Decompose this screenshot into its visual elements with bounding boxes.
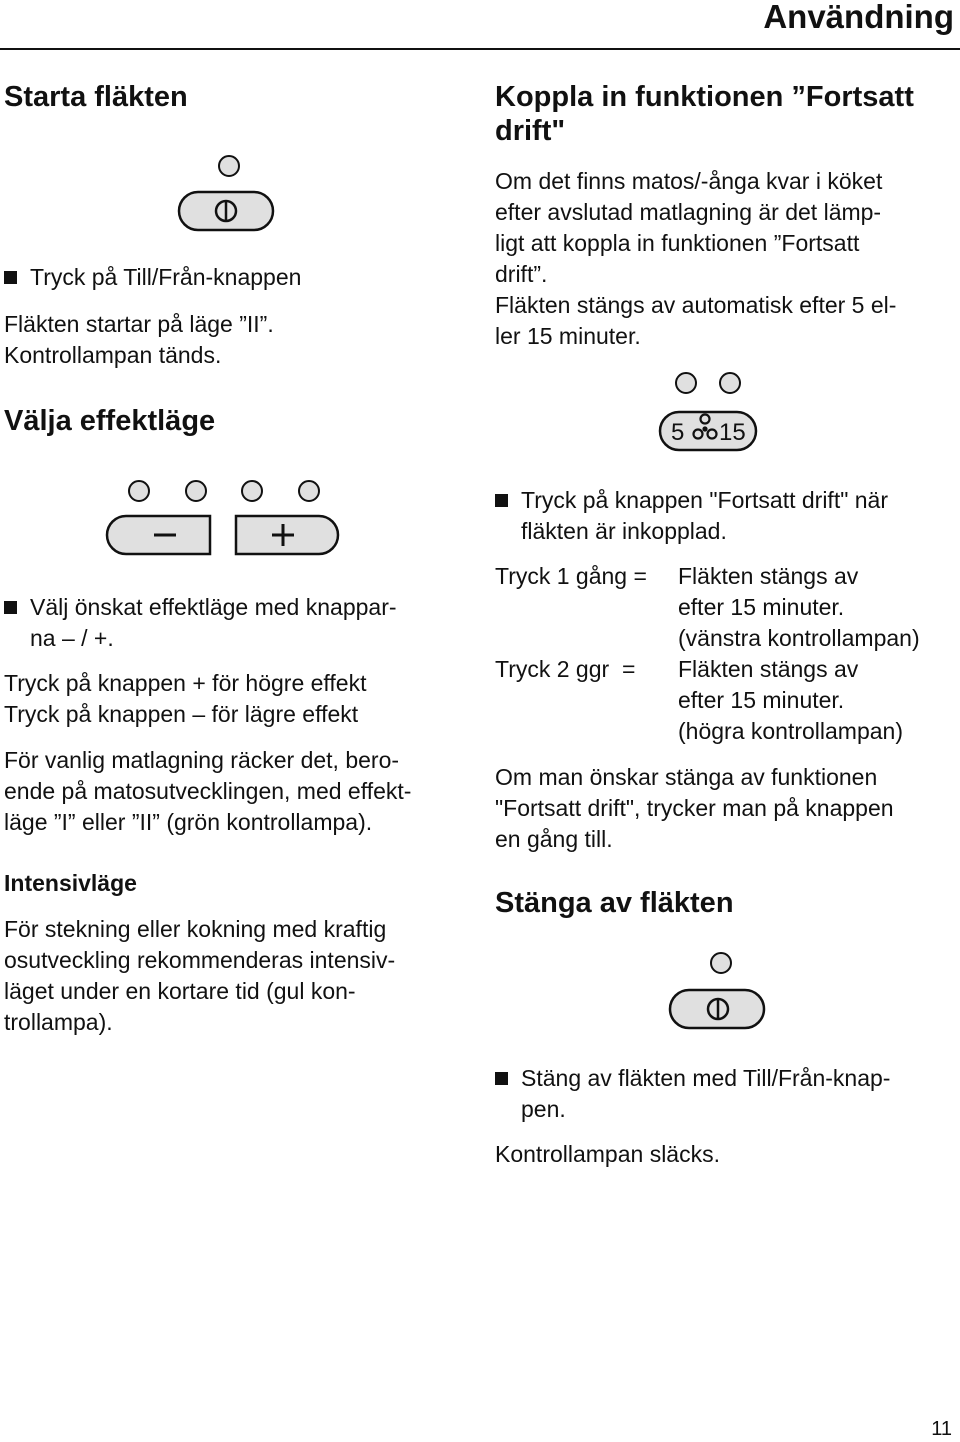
header-rule [0,48,960,50]
bullet-text: Tryck på knappen "Fortsatt drift" när fläkten är inkopplad. [521,487,889,544]
timer-label-left: 5 [671,419,685,446]
page-number: 11 [931,1418,952,1440]
section-title-intensiv: Intensivläge [4,870,137,896]
stanga-line: Kontrollampan släcks. [495,1141,720,1167]
section-title-start: Starta fläkten [4,81,188,113]
indicator-lamp-icon [186,481,206,501]
start-description: Fläkten startar på läge ”II”. Kontrollampan tänds. [4,311,274,368]
section-title-stanga: Stänga av fläkten [495,887,734,919]
bullet-square [4,601,17,614]
minus-plus-diagram [104,478,344,562]
fan-timer-diagram [655,370,765,454]
bullet-text: Stäng av fläkten med Till/Från-knap- pen. [521,1065,891,1122]
effekt-instructions: Tryck på knappen + för högre effekt Tryck på knappen – för lägre effekt [4,670,367,727]
section-title-fortsatt: Koppla in funktionen ”Fortsatt drift" [495,81,914,147]
timer-label-right: 15 [719,419,746,446]
indicator-lamp-icon [299,481,319,501]
press-row-1-value: Fläkten stängs av efter 15 minuter. (vänstra kontrollampan) [678,563,920,651]
press-row-1-label: Tryck 1 gång = [495,563,647,589]
effekt-paragraph: För vanlig matlagning räcker det, bero- ende på matosutvecklingen, med effekt- läge ”I” eller ”II” (grön kontrollampa). [4,747,412,835]
bullet-square [4,271,17,284]
power-button-diagram-stop [666,950,770,1034]
power-button-diagram [175,152,279,236]
indicator-lamp-icon [219,156,239,176]
indicator-lamp-icon [720,373,740,393]
indicator-lamp-icon [129,481,149,501]
indicator-lamp-icon [242,481,262,501]
intensiv-paragraph: För stekning eller kokning med kraftig osutveckling rekommenderas intensiv- läget under en kortare tid (gul kon- trollampa). [4,916,396,1035]
fortsatt-paragraph: Om det finns matos/-ånga kvar i köket efter avslutad matlagning är det lämp- ligt att koppla in funktionen ”Fortsatt drift”. Fläkten stängs av automatisk efter 5 el- ler 15 minuter. [495,168,897,349]
indicator-lamp-icon [711,953,731,973]
header-title: Användning [763,0,954,35]
bullet-text: Välj önskat effektläge med knappar- na – / +. [30,594,397,651]
indicator-lamp-icon [676,373,696,393]
bullet-square [495,1072,508,1085]
section-title-effekt: Välja effektläge [4,405,216,437]
press-row-2-value: Fläkten stängs av efter 15 minuter. (högra kontrollampan) [678,656,904,744]
fortsatt-end-paragraph: Om man önskar stänga av funktionen "Fortsatt drift", trycker man på knappen en gång till. [495,764,894,852]
press-row-2-label: Tryck 2 ggr = [495,656,636,682]
bullet-text: Tryck på Till/Från-knappen [30,264,302,290]
bullet-square [495,494,508,507]
